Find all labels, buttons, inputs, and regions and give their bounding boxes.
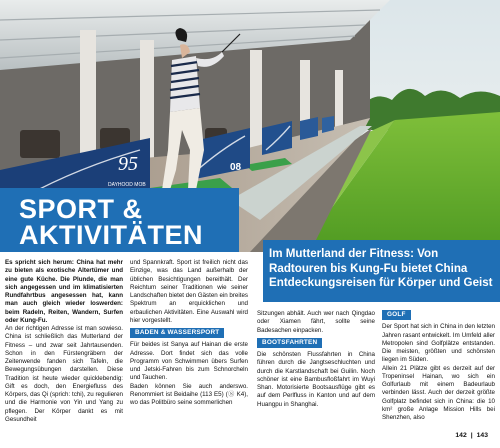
page-number-right: 143 xyxy=(476,432,488,439)
rubric-golf: GOLF xyxy=(382,310,411,320)
body-paragraph: Baden können Sie auch anderswo. Renommiert ist Beidaihe (113 E5) (Ⓢ K4), wo das Politbüro seine sommerlichen xyxy=(130,382,248,406)
column-3 xyxy=(257,310,375,409)
rubric-bootsfahrten: BOOTSFAHRTEN xyxy=(257,338,322,348)
lead-paragraph: Es spricht sich herum: China hat mehr zu bieten als exotische Altertümer und eine gute Küche. Die Plunde, die man sich angegessen und im klimatisierten Rundfahrtbus angesessen hat, kann man auch gleich wieder loswerden: beim Radeln, Reiten, Wandern, Surfen oder Kung-Fu. xyxy=(5,259,123,324)
body-paragraph: Der Sport hat sich in China in den letzten Jahren rasant entwickelt. Im Umfeld aller Metropolen sind Golfplätze entstanden. Die meisten, größten und schönsten liegen im Süden. xyxy=(382,323,495,364)
section-title-box xyxy=(0,188,239,252)
body-paragraph: Sitzungen abhält. Auch wer nach Qingdao oder Xiamen fährt, sollte seine Badesachen einpacken. xyxy=(257,310,375,334)
rubric-baden: BADEN & WASSERSPORT xyxy=(130,328,224,338)
divider-logo: 95 xyxy=(118,153,138,175)
body-paragraph: und Spannkraft. Sport ist freilich nicht das Einzige, was das Land außerhalb der üblichen Besichtigungen bereithält. Der Reichtum seiner Traditionen wie seiner Landschaften bietet den Gästen ein breites Spektrum an erquicklichen und erbaulichen Aktivitäten. Eine Auswahl wird hier vorgestellt. xyxy=(130,259,248,324)
body-paragraph: Allein 21 Plätze gibt es derzeit auf der Tropeninsel Hainan, wo sich ein Golfurlaub mit einem Badeurlaub verbinden lässt. Auch der derzeit größte Golfplatz befindet sich in China: die 10 km² große Anlage Mission Hills bei Shenzhen, also xyxy=(382,364,495,421)
page-number-left: 142 xyxy=(455,432,467,439)
column-2 xyxy=(130,259,248,407)
subtitle-box: Im Mutterland der Fitness: Von Radtouren bis Kung-Fu bietet China Entdeckungsreisen für Körper und Geist xyxy=(263,240,500,302)
section-title-line-1: SPORT & xyxy=(19,194,143,224)
bay-number: 08 xyxy=(230,162,242,173)
column-4 xyxy=(382,310,495,422)
page-separator: | xyxy=(470,432,473,439)
divider-text: DAYHOOD MOB xyxy=(108,182,146,188)
section-title-line-2: AKTIVITÄTEN xyxy=(19,220,203,250)
body-paragraph: An der richtigen Adresse ist man sowieso. China ist schließlich das Mutterland der Fitness – und zwar seit Jahrtausenden. Schon in den Fürstengräbern der Zeitenwende fanden sich Tafeln, die Bewegungsübungen darstellen. Diese Tradition ist heute wieder quicklebendig: Gift es doch, den Energiefluss des Körpers, das Qi (sprich: tchi), zu regulieren und die Harmonie von Yin und Yang zu pflegen. Der Körper dankt es mit Gesundheit xyxy=(5,325,123,423)
page-numbers xyxy=(453,432,490,439)
body-paragraph: Die schönsten Flussfahrten in China führen durch die Jangtseschluchten und durch die Karstlandschaft bei Guilin. Noch schöner ist eine Bambusfloßfahrt im Wuyi Shan. Motorisierte Bootsausflüge gibt es auf dem Perlfluss in Kanton und auf dem Huangpu in Shanghai. xyxy=(257,351,375,408)
column-1 xyxy=(5,259,123,424)
body-paragraph: Für beides ist Sanya auf Hainan die erste Adresse. Dort findet sich das volle Programm von Schwimmen übers Surfen und Jetski-Fahren bis zum Schnorcheln und Tauchen. xyxy=(130,341,248,382)
